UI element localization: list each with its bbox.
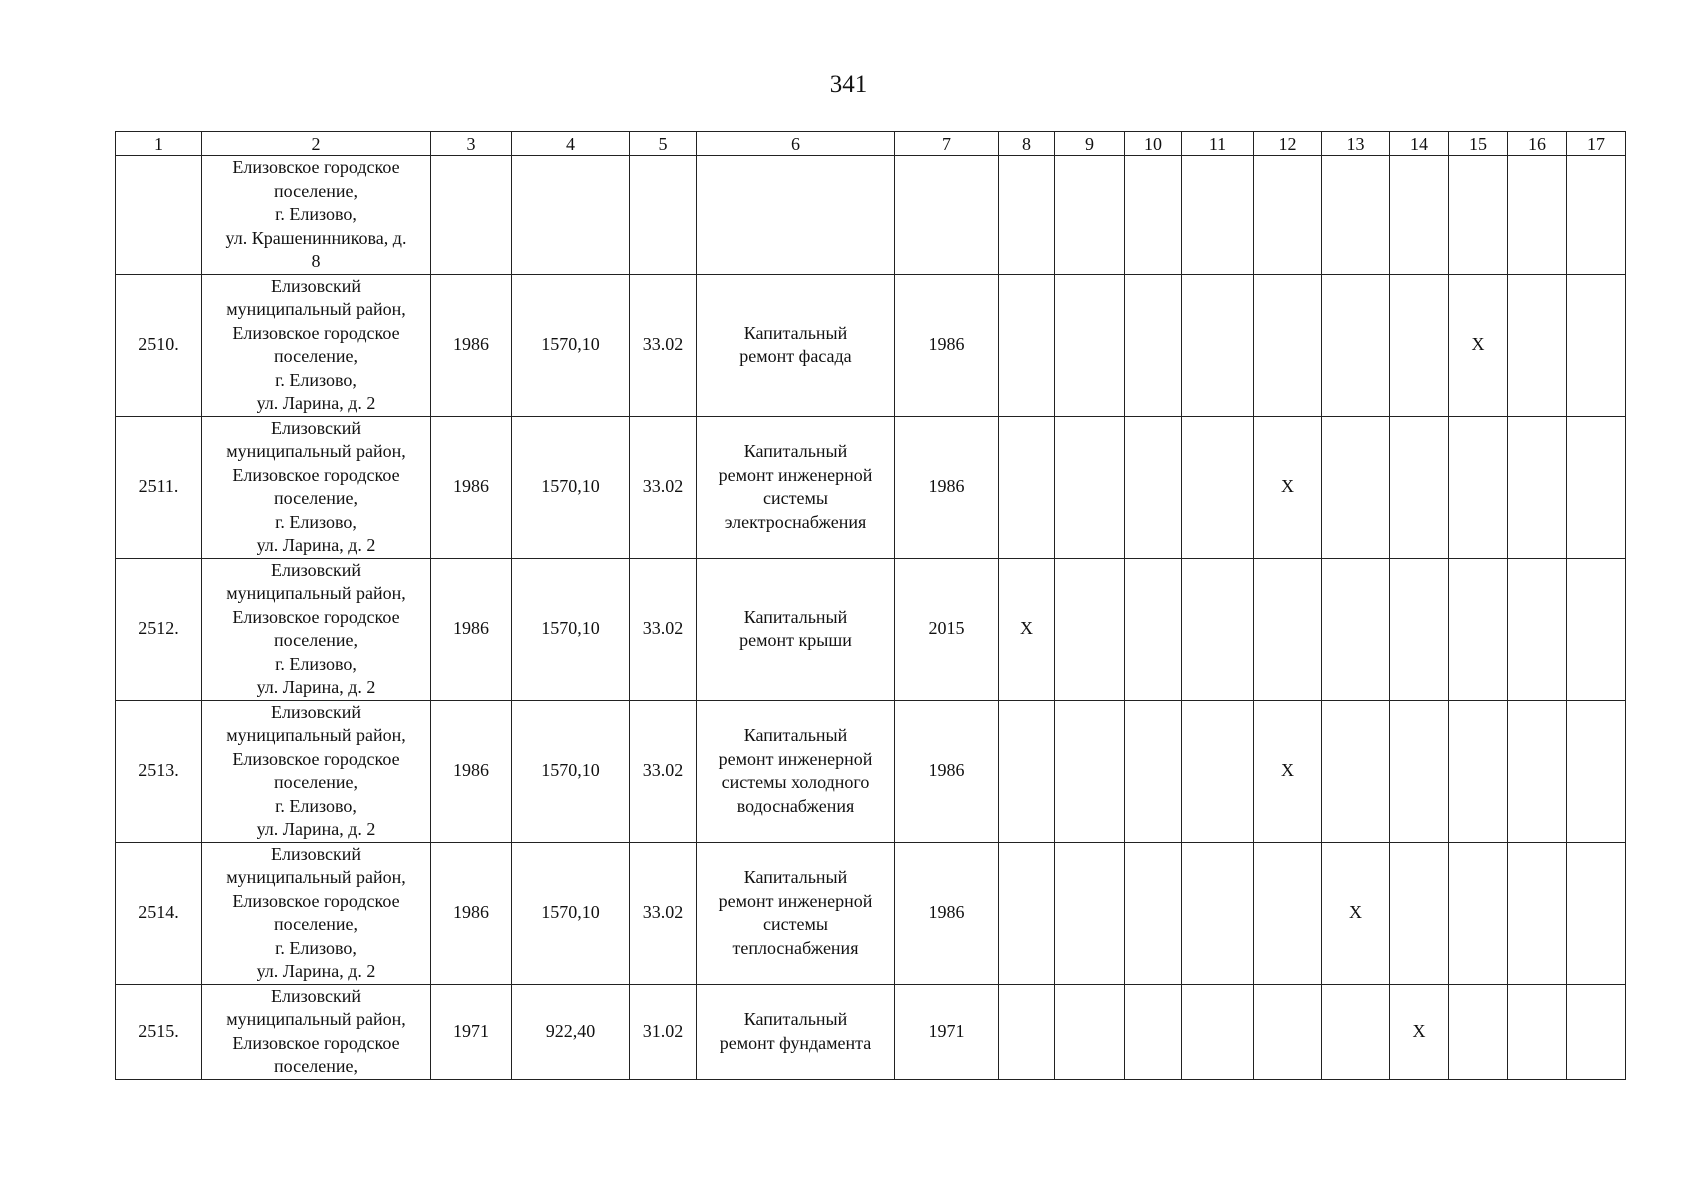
address-text-line: г. Елизово,: [275, 795, 357, 816]
work-type-text: [699, 440, 892, 534]
empty-cell: [1508, 842, 1567, 984]
empty-cell: [1567, 842, 1626, 984]
work-type-cell: [697, 700, 895, 842]
empty-cell: [1322, 274, 1390, 416]
mark-cell: X: [1254, 416, 1322, 558]
empty-cell: [1449, 842, 1508, 984]
empty-cell: [1390, 558, 1449, 700]
work-type-text-line: водоснабжения: [736, 795, 855, 816]
area-cell: 1570,10: [512, 842, 630, 984]
empty-cell: [1508, 156, 1567, 275]
work-type-text-line: теплоснабжения: [732, 937, 859, 958]
row-number-cell: 2515.: [116, 984, 202, 1079]
empty-cell: [999, 274, 1055, 416]
year-built-cell: 1986: [431, 274, 512, 416]
empty-cell: [1567, 984, 1626, 1079]
empty-cell: [1182, 416, 1254, 558]
work-type-text: [699, 1008, 892, 1055]
address-text: [204, 275, 428, 416]
row-number-cell: 2511.: [116, 416, 202, 558]
work-type-text: [699, 322, 892, 369]
column-number-cell: 4: [512, 132, 630, 156]
table-row: [116, 984, 1626, 1079]
empty-cell: [1567, 558, 1626, 700]
empty-cell: [1254, 842, 1322, 984]
address-cell: [202, 700, 431, 842]
empty-cell: [1508, 416, 1567, 558]
empty-cell: [1125, 558, 1182, 700]
row-number-cell: 2514.: [116, 842, 202, 984]
column-number-cell: 12: [1254, 132, 1322, 156]
empty-cell: [1055, 416, 1125, 558]
work-type-text: [699, 866, 892, 960]
area-cell: 1570,10: [512, 700, 630, 842]
empty-cell: [1055, 274, 1125, 416]
empty-cell: [1322, 558, 1390, 700]
year-built-cell: 1971: [431, 984, 512, 1079]
work-type-text-line: Капитальный: [743, 725, 848, 745]
year-built-cell: 1986: [431, 842, 512, 984]
address-text-line: Елизовское городское: [232, 322, 400, 343]
empty-cell: [1322, 984, 1390, 1079]
column-number-cell: 13: [1322, 132, 1390, 156]
address-text-line: Елизовский: [270, 985, 361, 1006]
address-text-line: Елизовский: [270, 275, 361, 296]
empty-cell: [1390, 700, 1449, 842]
year-built-cell: 1986: [431, 700, 512, 842]
column-number-cell: 1: [116, 132, 202, 156]
row-number-cell: 2513.: [116, 700, 202, 842]
empty-cell: [1322, 156, 1390, 275]
column-number-cell: 17: [1567, 132, 1626, 156]
address-text-line: Елизовское городское: [232, 890, 400, 911]
empty-cell: [999, 156, 1055, 275]
year-built-cell: 1986: [431, 558, 512, 700]
column-number-cell: 6: [697, 132, 895, 156]
address-cell: [202, 558, 431, 700]
address-text-line: муниципальный район,: [226, 583, 406, 603]
column-number-cell: 10: [1125, 132, 1182, 156]
row-number-cell: 2510.: [116, 274, 202, 416]
empty-cell: [895, 156, 999, 275]
work-type-text-line: ремонт крыши: [739, 630, 852, 650]
address-text-line: Елизовский: [270, 701, 361, 722]
address-text-line: поселение,: [273, 630, 358, 650]
empty-cell: [1125, 842, 1182, 984]
column-number-cell: 2: [202, 132, 431, 156]
address-cell: [202, 416, 431, 558]
empty-cell: [1055, 842, 1125, 984]
address-text-line: Елизовское городское: [232, 157, 400, 177]
work-type-text-line: электроснабжения: [724, 511, 867, 532]
address-text-line: г. Елизово,: [275, 653, 357, 674]
mark-cell: X: [1322, 842, 1390, 984]
column-number-cell: 9: [1055, 132, 1125, 156]
empty-cell: [999, 416, 1055, 558]
work-type-cell: [697, 558, 895, 700]
address-text-line: Елизовское городское: [232, 606, 400, 627]
column-number-cell: 16: [1508, 132, 1567, 156]
repair-year-cell: 1986: [895, 416, 999, 558]
address-text-line: ул. Ларина, д. 2: [256, 819, 376, 839]
address-text: [204, 843, 428, 984]
empty-cell: [1254, 984, 1322, 1079]
address-text-line: поселение,: [273, 914, 358, 934]
column-number-cell: 14: [1390, 132, 1449, 156]
address-cell: [202, 984, 431, 1079]
empty-cell: [999, 984, 1055, 1079]
empty-cell: [431, 156, 512, 275]
address-text-line: Елизовское городское: [232, 1032, 400, 1053]
address-text: [204, 417, 428, 558]
work-type-text-line: Капитальный: [743, 606, 848, 627]
year-built-cell: 1986: [431, 416, 512, 558]
empty-cell: [1182, 558, 1254, 700]
work-type-text-line: ремонт фундамента: [719, 1032, 872, 1053]
table-row: [116, 416, 1626, 558]
column-number-cell: 7: [895, 132, 999, 156]
repair-year-cell: 1986: [895, 842, 999, 984]
address-text-line: поселение,: [273, 488, 358, 508]
empty-cell: [1125, 274, 1182, 416]
empty-cell: [1055, 558, 1125, 700]
empty-cell: [630, 156, 697, 275]
address-text-line: г. Елизово,: [275, 511, 357, 532]
empty-cell: [1055, 156, 1125, 275]
address-text-line: Елизовское городское: [232, 748, 400, 769]
address-text-line: Елизовский: [270, 417, 361, 438]
work-type-text-line: системы: [763, 488, 828, 508]
empty-cell: [1055, 700, 1125, 842]
address-cell: [202, 156, 431, 275]
address-text: [204, 701, 428, 842]
address-text-line: г. Елизово,: [275, 937, 357, 958]
column-number-cell: 8: [999, 132, 1055, 156]
empty-cell: [1322, 416, 1390, 558]
work-type-text: [699, 606, 892, 653]
address-cell: [202, 842, 431, 984]
work-type-text-line: Капитальный: [743, 322, 848, 343]
empty-cell: [1390, 842, 1449, 984]
work-type-text-line: Капитальный: [743, 441, 848, 461]
work-type-text-line: ремонт фасада: [739, 346, 852, 366]
repair-year-cell: 1971: [895, 984, 999, 1079]
empty-cell: [697, 156, 895, 275]
area-cell: 922,40: [512, 984, 630, 1079]
address-text-line: муниципальный район,: [226, 299, 406, 319]
empty-cell: [999, 842, 1055, 984]
empty-cell: [1449, 558, 1508, 700]
work-type-text-line: Капитальный: [743, 867, 848, 887]
address-text-line: муниципальный район,: [226, 725, 406, 745]
empty-cell: [1449, 416, 1508, 558]
empty-cell: [1567, 416, 1626, 558]
address-text-line: г. Елизово,: [275, 369, 357, 390]
work-type-cell: [697, 416, 895, 558]
table-row: [116, 700, 1626, 842]
address-text-line: ул. Ларина, д. 2: [256, 535, 376, 555]
page-number: 341: [829, 71, 868, 98]
repair-year-cell: 1986: [895, 274, 999, 416]
area-cell: 1570,10: [512, 274, 630, 416]
empty-cell: [1125, 156, 1182, 275]
area-cell: 1570,10: [512, 558, 630, 700]
repair-year-cell: 2015: [895, 558, 999, 700]
area-cell: 1570,10: [512, 416, 630, 558]
empty-cell: [1449, 156, 1508, 275]
mark-cell: X: [1449, 274, 1508, 416]
repair-year-cell: 1986: [895, 700, 999, 842]
work-type-text-line: Капитальный: [743, 1009, 848, 1029]
code-cell: 33.02: [630, 274, 697, 416]
address-text-line: ул. Крашенинникова, д.: [225, 227, 407, 248]
address-cell: [202, 274, 431, 416]
table-row: [116, 156, 1626, 275]
empty-cell: [1125, 984, 1182, 1079]
work-type-text-line: ремонт инженерной: [718, 748, 873, 769]
mark-cell: X: [1390, 984, 1449, 1079]
empty-cell: [1182, 842, 1254, 984]
work-type-text-line: системы холодного: [721, 772, 870, 792]
empty-cell: [1182, 274, 1254, 416]
column-number-cell: 3: [431, 132, 512, 156]
empty-cell: [1125, 700, 1182, 842]
address-text-line: ул. Ларина, д. 2: [256, 961, 376, 981]
empty-cell: [1508, 984, 1567, 1079]
address-text-line: 8: [311, 251, 321, 271]
address-text-line: поселение,: [273, 772, 358, 792]
empty-cell: [999, 700, 1055, 842]
empty-cell: [1567, 274, 1626, 416]
work-type-cell: [697, 984, 895, 1079]
empty-cell: [1125, 416, 1182, 558]
column-number-cell: 11: [1182, 132, 1254, 156]
empty-cell: [1567, 700, 1626, 842]
empty-cell: [1508, 274, 1567, 416]
address-text-line: муниципальный район,: [226, 1009, 406, 1029]
table-row: [116, 842, 1626, 984]
repair-schedule-table: [115, 131, 1626, 1080]
column-number-cell: 5: [630, 132, 697, 156]
address-text-line: ул. Ларина, д. 2: [256, 677, 376, 697]
address-text-line: ул. Ларина, д. 2: [256, 393, 376, 413]
work-type-text-line: ремонт инженерной: [718, 464, 873, 485]
work-type-cell: [697, 274, 895, 416]
address-text-line: Елизовское городское: [232, 464, 400, 485]
empty-cell: [1055, 984, 1125, 1079]
address-text-line: поселение,: [273, 180, 358, 201]
address-text-line: муниципальный район,: [226, 867, 406, 887]
address-text: [204, 559, 428, 700]
mark-cell: X: [999, 558, 1055, 700]
column-number-row: [116, 132, 1626, 156]
empty-cell: [1390, 416, 1449, 558]
empty-cell: [1449, 700, 1508, 842]
empty-cell: [116, 156, 202, 275]
code-cell: 33.02: [630, 700, 697, 842]
work-type-text: [699, 724, 892, 818]
address-text: [204, 985, 428, 1079]
work-type-text-line: ремонт инженерной: [718, 890, 873, 911]
address-text-line: Елизовский: [270, 843, 361, 864]
empty-cell: [1254, 156, 1322, 275]
address-text: [204, 156, 428, 274]
empty-cell: [512, 156, 630, 275]
empty-cell: [1449, 984, 1508, 1079]
code-cell: 33.02: [630, 842, 697, 984]
empty-cell: [1508, 700, 1567, 842]
mark-cell: X: [1254, 700, 1322, 842]
table-row: [116, 274, 1626, 416]
address-text-line: г. Елизово,: [275, 204, 357, 224]
column-number-cell: 15: [1449, 132, 1508, 156]
empty-cell: [1182, 700, 1254, 842]
code-cell: 33.02: [630, 416, 697, 558]
empty-cell: [1254, 558, 1322, 700]
code-cell: 33.02: [630, 558, 697, 700]
work-type-text-line: системы: [763, 914, 828, 934]
table-row: [116, 558, 1626, 700]
empty-cell: [1182, 156, 1254, 275]
address-text-line: Елизовский: [270, 559, 361, 580]
empty-cell: [1508, 558, 1567, 700]
address-text-line: поселение,: [273, 1056, 358, 1076]
address-text-line: поселение,: [273, 346, 358, 366]
empty-cell: [1390, 274, 1449, 416]
code-cell: 31.02: [630, 984, 697, 1079]
address-text-line: муниципальный район,: [226, 441, 406, 461]
empty-cell: [1182, 984, 1254, 1079]
empty-cell: [1567, 156, 1626, 275]
empty-cell: [1322, 700, 1390, 842]
empty-cell: [1254, 274, 1322, 416]
row-number-cell: 2512.: [116, 558, 202, 700]
work-type-cell: [697, 842, 895, 984]
empty-cell: [1390, 156, 1449, 275]
